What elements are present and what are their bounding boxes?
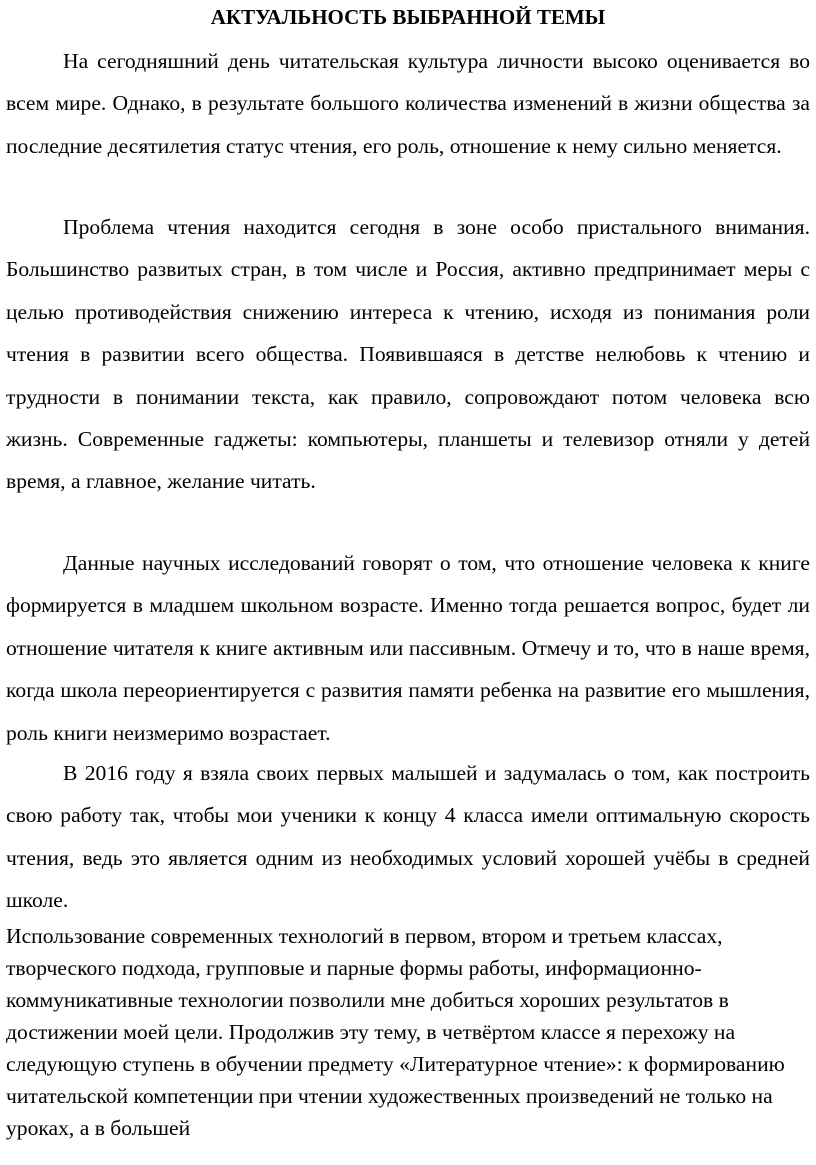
paragraph-research-data: Данные научных исследований говорят о том, что отношение человека к книге формируется в младшем школьном возрасте. Именно тогда решается вопрос, будет ли отношение читателя к книге активным или пассивным. Отмечу и то, что в наше время, когда школа переориентируется с развития памяти ребенка на развитие его мышления, роль книги неизмеримо возрастает. <box>6 551 810 745</box>
paragraph-technologies: Использование современных технологий в первом, втором и третьем классах, творческого подхода, групповые и парные формы работы, информационно-коммуникативные технологии позволили мне добиться хороших результатов в достижении моей цели. Продолжив эту тему, в четвёртом классе я перехожу на следующую ступень в обучении предмету «Литературное чтение»: к формированию читательской компетенции при чтении художественных произведений не только на уроках, а в большей <box>6 924 785 1140</box>
paragraph-reading-problem: Проблема чтения находится сегодня в зоне особо пристального внимания. Большинство развитых стран, в том числе и Россия, активно предпринимает меры с целью противодействия снижению интереса к чтению, исходя из понимания роли чтения в развитии всего общества. Появившаяся в детстве нелюбовь к чтению и трудности в понимании текста, как правило, сопровождают потом человека всю жизнь. Современные гаджеты: компьютеры, планшеты и телевизор отняли у детей время, а главное, желание читать. <box>6 215 810 494</box>
document-title: АКТУАЛЬНОСТЬ ВЫБРАННОЙ ТЕМЫ <box>210 5 606 29</box>
paragraph-reading-culture: На сегодняшний день читательская культура личности высоко оценивается во всем мире. Однако, в результате большого количества изменений в жизни общества за последние десятилетия статус чтения, его роль, отношение к нему сильно меняется. <box>6 49 810 158</box>
paragraph-2016-class: В 2016 году я взяла своих первых малышей и задумалась о том, как построить свою работу так, чтобы мои ученики к концу 4 класса имели оптимальную скорость чтения, ведь это является одним из необходимых условий хорошей учёбы в средней школе. <box>6 761 810 913</box>
